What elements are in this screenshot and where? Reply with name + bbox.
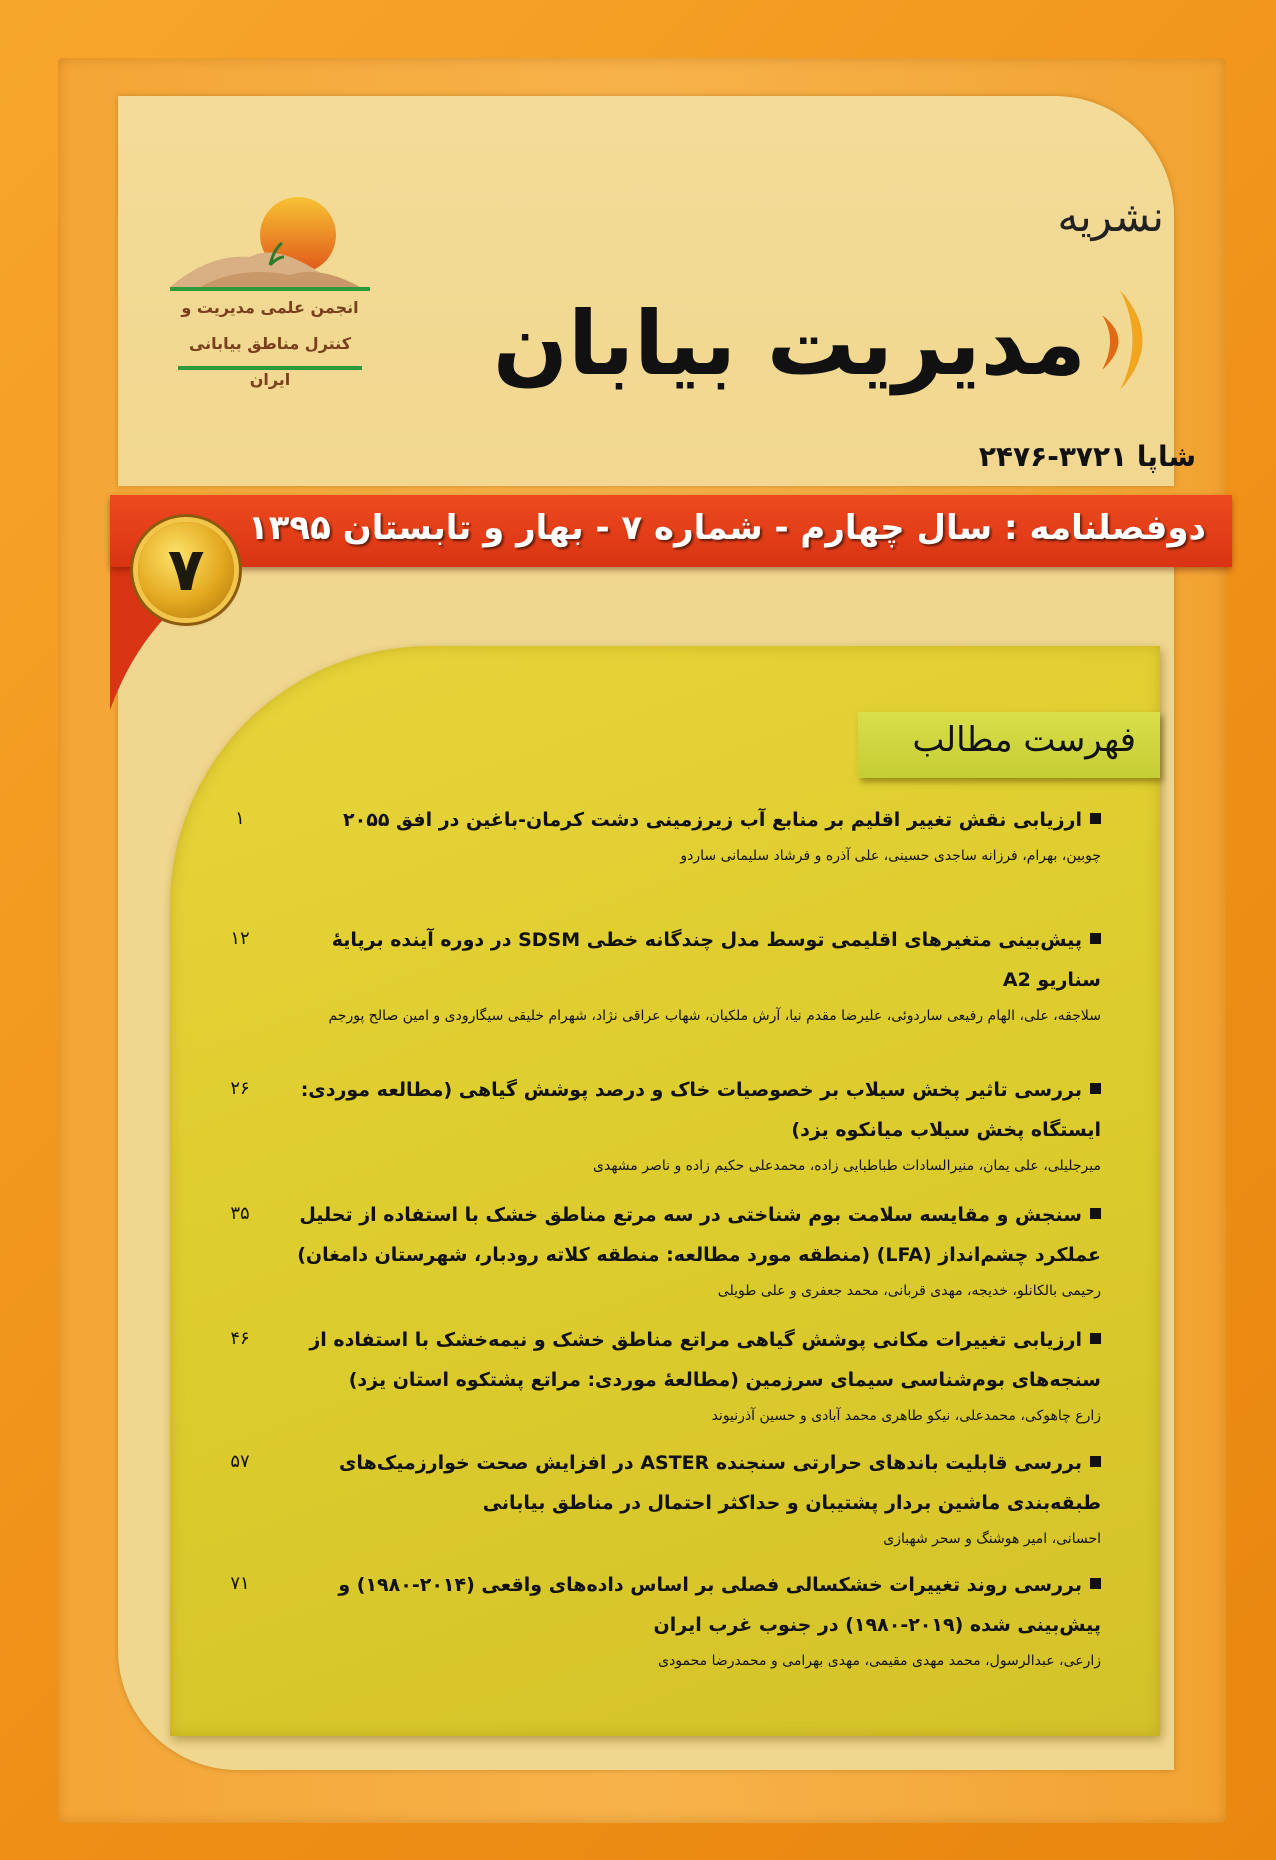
toc-heading: فهرست مطالب	[912, 720, 1136, 760]
toc-item[interactable]	[281, 1320, 1101, 1432]
toc-item-page: ۷۱	[230, 1573, 250, 1594]
toc-item[interactable]	[281, 1443, 1101, 1555]
toc-item-title: بررسی روند تغییرات خشکسالی فصلی بر اساس داده‌های واقعی (۲۰۱۴-۱۹۸۰) و پیش‌بینی شده (۲۰۱۹-۱۹۸۰) در جنوب غرب ایران	[338, 1574, 1101, 1636]
toc-item-authors: احسانی، امیر هوشنگ و سحر شهبازی	[883, 1531, 1101, 1547]
bullet-icon	[1090, 1083, 1101, 1094]
toc-item-page: ۴۶	[230, 1328, 250, 1349]
title-swoosh-icon	[1080, 285, 1160, 395]
toc-item[interactable]	[281, 1070, 1101, 1182]
journal-title: مدیریت بیابان	[492, 292, 1086, 395]
toc-item-title: ارزیابی تغییرات مکانی پوشش گیاهی مراتع مناطق خشک و نیمه‌خشک با استفاده از سنجه‌های بوم‌شناسی سیمای سرزمین (مطالعهٔ موردی: مراتع پشتکوه استان یزد)	[309, 1329, 1101, 1391]
toc-item-title: پیش‌بینی متغیرهای اقلیمی توسط مدل چندگانه خطی SDSM در دوره آینده برپایهٔ سناریو A2	[331, 929, 1101, 991]
toc-heading-tab	[858, 712, 1160, 778]
issn: شاپا ۳۷۲۱-۲۴۷۶	[978, 440, 1196, 473]
toc-item-authors: زارعی، عبدالرسول، محمد مهدی مقیمی، مهدی بهرامی و محمدرضا محمودی	[658, 1653, 1101, 1669]
toc-item-page: ۱۲	[230, 928, 250, 949]
issue-details: دوفصلنامه : سال چهارم - شماره ۷ - بهار و تابستان ۱۳۹۵	[247, 508, 1206, 548]
toc-item[interactable]	[281, 920, 1101, 1032]
toc-item[interactable]	[281, 800, 1101, 872]
society-name-line2: کنترل مناطق بیابانی ایران	[188, 334, 352, 389]
toc-item-title: بررسی قابلیت باندهای حرارتی سنجنده ASTER در افزایش صحت خوارزمیک‌های طبقه‌بندی ماشین بردار پشتیبان و حداکثر احتمال در مناطق بیابانی	[339, 1452, 1101, 1514]
bullet-icon	[1090, 933, 1101, 944]
issue-number-badge: ۷	[138, 522, 234, 618]
toc-item-page: ۵۷	[230, 1451, 250, 1472]
society-underline	[178, 366, 362, 370]
toc-item-page: ۱	[235, 808, 245, 829]
society-name-line1: انجمن علمی مدیریت و	[181, 298, 359, 317]
bullet-icon	[1090, 1208, 1101, 1219]
bullet-icon	[1090, 813, 1101, 824]
toc-item-authors: سلاجقه، علی، الهام رفیعی ساردوئی، علیرضا مقدم نیا، آرش ملکیان، شهاب عراقی نژاد، شهرام خلیقی سیگارودی و امین صالح پورجم	[328, 1008, 1101, 1024]
bullet-icon	[1090, 1456, 1101, 1467]
bullet-icon	[1090, 1333, 1101, 1344]
toc-item-title: بررسی تاثیر پخش سیلاب بر خصوصیات خاک و درصد پوشش گیاهی (مطالعه موردی: ایستگاه پخش سیلاب میانکوه یزد)	[300, 1079, 1101, 1141]
toc-item[interactable]	[281, 1565, 1101, 1677]
society-name	[170, 290, 370, 398]
toc-item-page: ۲۶	[230, 1078, 250, 1099]
journal-label: نشریه	[1057, 192, 1164, 241]
toc-item-authors: رحیمی بالکانلو، خدیجه، مهدی قربانی، محمد جعفری و علی طویلی	[717, 1283, 1101, 1299]
toc-item-authors: میرجلیلی، علی یمان، منیرالسادات طباطبایی زاده، محمدعلی حکیم زاده و ناصر مشهدی	[593, 1158, 1101, 1174]
toc-item[interactable]	[281, 1195, 1101, 1307]
toc-item-title: ارزیابی نقش تغییر اقلیم بر منابع آب زیرزمینی دشت کرمان-باغین در افق ۲۰۵۵	[281, 800, 1101, 840]
toc-item-page: ۳۵	[230, 1203, 250, 1224]
toc-item-title: سنجش و مقایسه سلامت بوم شناختی در سه مرتع مناطق خشک با استفاده از تحلیل عملکرد چشم‌انداز (LFA) (منطقه مورد مطالعه: منطقه کلاته رودبار، شهرستان دامغان)	[297, 1204, 1101, 1266]
toc-item-authors: زارع چاهوکی، محمدعلی، نیکو طاهری محمد آبادی و حسین آذرنیوند	[711, 1408, 1101, 1424]
bullet-icon	[1090, 1578, 1101, 1589]
toc-item-authors: چوبین، بهرام، فرزانه ساجدی حسینی، علی آذره و فرشاد سلیمانی ساردو	[680, 848, 1101, 864]
